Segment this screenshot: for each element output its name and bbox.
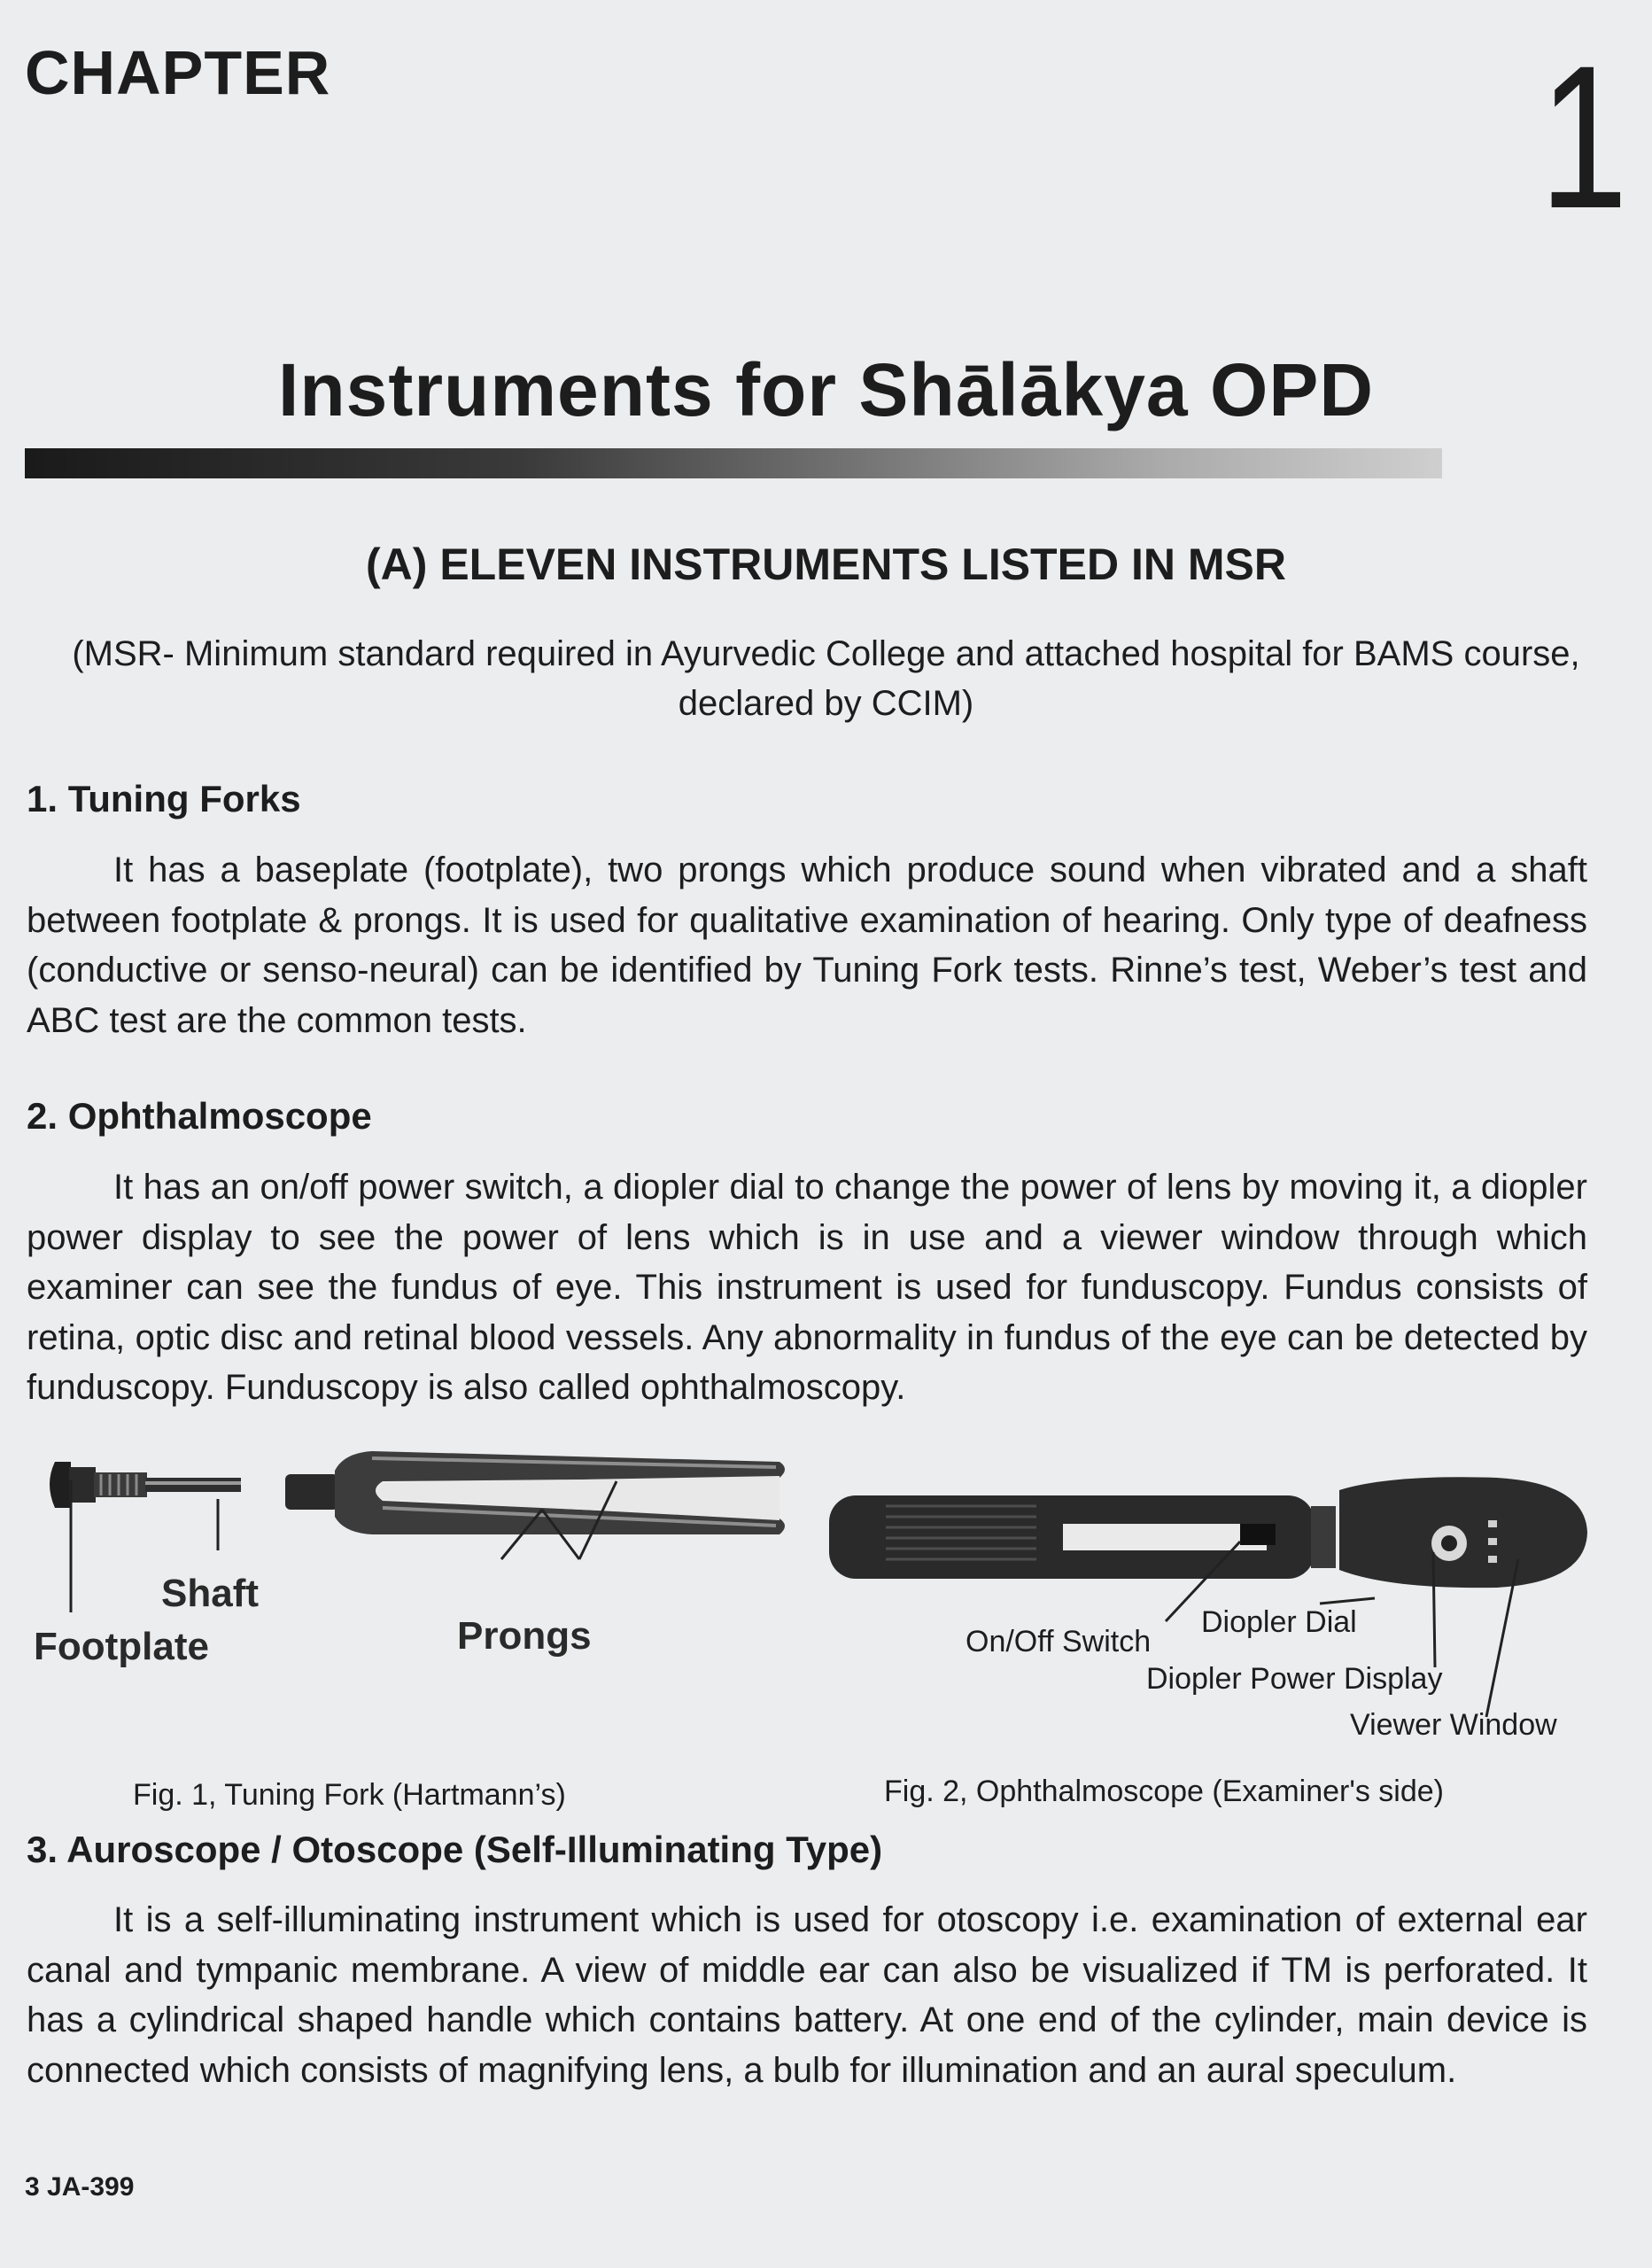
item-text-ophthalmoscope: It has an on/off power switch, a diopler dial to change the power of lens by moving it, a diopler power display to see the power of lens which is in use and a viewer window through which examiner can see the fundus of eye. This instrument is used for funduscopy. Fundus consists of retina, optic disc and retinal blood vessels. Any abnormality in fundus of the eye can be detected by funduscopy. Funduscopy is also called ophthalmoscopy. [27, 1168, 1587, 1407]
fig1-caption: Fig. 1, Tuning Fork (Hartmann’s) [133, 1778, 566, 1812]
footer-code: 3 JA-399 [25, 2172, 135, 2202]
fig2-label-on-off-switch: On/Off Switch [966, 1625, 1152, 1658]
chapter-number: 1 [1540, 23, 1628, 251]
section-heading: (A) ELEVEN INSTRUMENTS LISTED IN MSR [366, 540, 1286, 589]
fig2-label-diopler-power-display: Diopler Power Display [1146, 1662, 1443, 1696]
fig2-label-viewer-window: Viewer Window [1350, 1708, 1557, 1742]
ophthalmoscope-illustration [824, 1471, 1603, 1736]
fig2-caption: Fig. 2, Ophthalmoscope (Examiner's side) [884, 1775, 1444, 1808]
fig1-label-footplate: Footplate [34, 1625, 209, 1668]
item-heading-ophthalmoscope: 2. Ophthalmoscope [27, 1095, 372, 1137]
fig2-label-diopler-dial: Diopler Dial [1201, 1605, 1357, 1639]
item-heading-tuning-forks: 1. Tuning Forks [27, 778, 301, 819]
item-text-tuning-forks: It has a baseplate (footplate), two prongs which produce sound when vibrated and a shaft between footplate & prongs. It is used for qualitative examination of hearing. Only type of deafness (conductive or senso-neural) can be identified by Tuning Fork tests. Rinne’s test, Weber’s test and ABC test are the common tests. [27, 850, 1587, 1040]
fig1-label-prongs: Prongs [457, 1614, 592, 1658]
item-text-auroscope: It is a self-illuminating instrument which is used for otoscopy i.e. examination of external ear canal and tympanic membrane. A view of middle ear can also be visualized if TM is perforated. It has a cylindrical shaped handle which contains battery. At one end of the cylinder, main device is connected which consists of magnifying lens, a bulb for illumination and an aural speculum. [27, 1900, 1587, 2090]
fig1-label-shaft: Shaft [161, 1572, 259, 1615]
title-underline-bar [25, 448, 1442, 478]
tuning-fork-illustration [35, 1444, 815, 1621]
section-note: (MSR- Minimum standard required in Ayurvedic College and attached hospital for BAMS course, declared by CCIM) [72, 634, 1580, 723]
chapter-label: CHAPTER [25, 38, 331, 107]
item-heading-auroscope: 3. Auroscope / Otoscope (Self-Illuminating Type) [27, 1829, 883, 1870]
chapter-title: Instruments for Shālākya OPD [277, 348, 1375, 431]
